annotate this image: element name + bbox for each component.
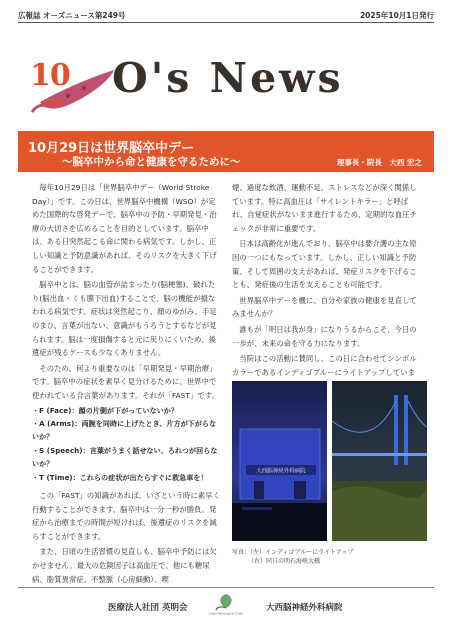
issue-month: 10 — [30, 58, 70, 93]
publication-line — [18, 10, 434, 21]
article-paragraph: 世界脳卒中デーを機に、自分や家族の健康を見直してみませんか？ — [232, 295, 417, 319]
article-paragraph: 誰もが「明日は我が身」になりうるからこそ、今日の一歩が、未来の命を守る力になります。 — [232, 324, 417, 348]
fast-item: ・T (Time)：これらの症状が出たらすぐに救急車を！ — [32, 473, 208, 482]
hospital-logo-icon — [208, 592, 244, 616]
headline-title: 10月29日は世界脳卒中デー — [28, 141, 195, 156]
fast-item: ・F (Face)：顔の片側が下がっていないか？ — [32, 406, 179, 415]
headline-author: 理事長・院長 大西 宏之 — [336, 158, 422, 167]
fast-list — [32, 405, 222, 485]
article-paragraph: 当院はこの活動に賛同し、この日に合わせてシンボルカラーであるインディゴブルーにライトアップしていま — [232, 354, 417, 377]
fast-item: ・S (Speech)：言葉がうまく話せない、ろれつが回らないか？ — [32, 446, 218, 469]
bridge-photo — [332, 381, 427, 541]
issue-date: 2025年10月1日発行 — [359, 11, 434, 20]
footer-hospital-name: 大西脳神経外科病院 — [266, 603, 343, 613]
publication-name: 広報誌 オーズニュース第249号 — [18, 11, 126, 20]
footer-organization: 医療法人社団 英明会 — [108, 603, 188, 613]
fast-item: ・A (Arms)：両腕を同時に上げたとき、片方が下がらないか？ — [32, 419, 217, 442]
article-paragraph: この「FAST」の知識があれば、いざという時に素早く行動することができます。脳卒中は一分一秒が勝負。発症から治療までの時間が短ければ、後遺症のリスクを減らすことができます。 — [32, 490, 221, 541]
article-paragraph: 毎年10月29日は「世界脳卒中デー（World Stroke Day）」です。この日は、世界脳卒中機構（WSO）が定めた国際的な啓発デーで、脳卒中の予防・早期発見・治療の大切さを広めることを目的としています。脳卒中は、ある日突然起こる命に関わる病気です。しかし、正しい知識と予防意識があれば、そのリスクを大きく下げることができます。 — [32, 183, 217, 274]
headline-banner — [18, 131, 434, 172]
logo-caption: Onishi Neurological Center — [208, 612, 244, 616]
issue-year: 2025 — [44, 98, 67, 107]
article-paragraph: 日本は高齢化が進んでおり、脳卒中は要介護の主な原因の一つにもなっています。しかし、正しい知識と予防策、そして周囲の支えがあれば、発症リスクを下げることも、発症後の生活を支えることも可能です。 — [232, 239, 417, 290]
article-paragraph: また、日頃の生活習慣の見直しも、脳卒中予防には欠かせません。最大の危険因子は高血圧で、他にも糖尿病、脂質異常症、不整脈（心房細動）、喫 — [32, 547, 217, 584]
top-rule — [18, 22, 434, 23]
article-right-column — [232, 181, 422, 395]
article-paragraph: 煙、過度な飲酒、運動不足、ストレスなどが深く関係しています。特に高血圧は「サイレントキラー」と呼ばれ、自覚症状がないまま進行するため、定期的な血圧チェックが非常に重要です。 — [232, 183, 418, 233]
article-paragraph: そのため、何より重要なのは「早期発見・早期治療」です。脳卒中の症状を素早く見分けるために、世界中で使われている合言葉があります。それが「FAST」です。 — [32, 363, 219, 400]
photo-caption-line: （右）同日の明石海峡大橋 — [248, 557, 321, 565]
photo-caption-line: 写真：（左）インディゴブルーにライトアップ — [232, 549, 354, 556]
building-sign: 大西脳神経外科病院 — [256, 468, 306, 475]
hospital-lightup-photo — [232, 381, 327, 541]
footer-rule — [18, 587, 434, 588]
article-paragraph: 脳卒中とは、脳の血管が詰まったり(脳梗塞)、破れたり(脳出血・くも膜下出血)することで、脳の機能が損なわれる病気です。症状は突然起こり、顔のゆがみ、手足のまひ、言葉が出ない、意識がもうろうとするなどが見られます。脳は一度損傷すると元に戻りにくいため、後遺症が残るケースも少なくありません。 — [32, 280, 217, 358]
photo-caption — [232, 549, 432, 566]
article-left-column — [32, 181, 222, 588]
headline-subtitle: ～脳卒中から命と健康を守るために～ — [62, 156, 241, 168]
masthead-title: O's News — [112, 54, 344, 102]
